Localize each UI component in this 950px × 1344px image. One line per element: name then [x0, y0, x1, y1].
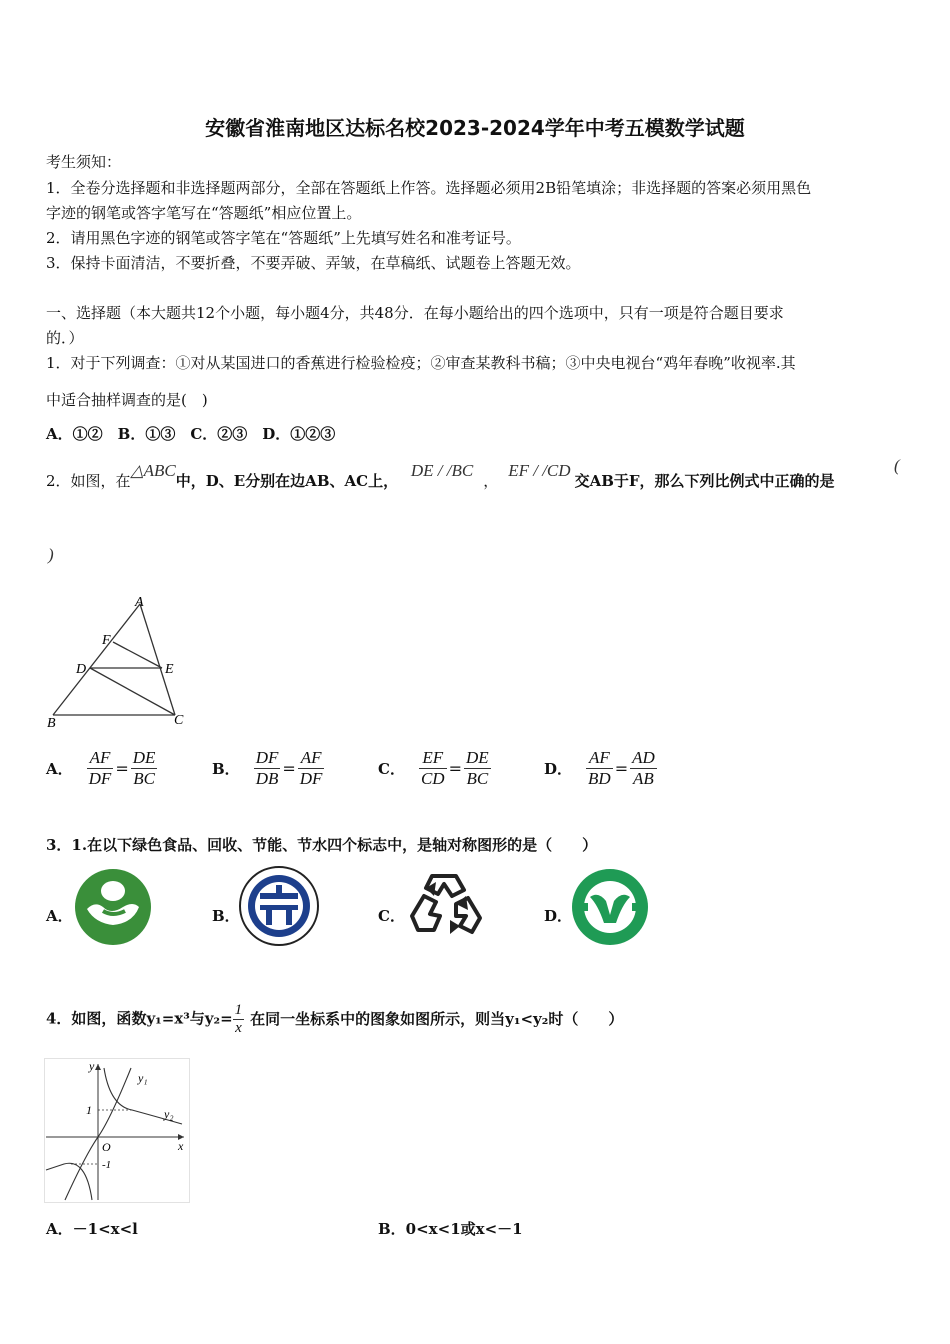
notice-heading: 考生须知： [46, 153, 122, 171]
fraction-1 [87, 748, 114, 789]
notice-line-2: 2．请用黑色字迹的钢笔或答字笔在“答题纸”上先填写姓名和准考证号。 [46, 229, 521, 247]
graph-y-label: y [89, 1059, 95, 1073]
numerator: DE [132, 748, 156, 767]
q3-label-a: A． [46, 907, 73, 925]
denominator: DB [255, 769, 279, 788]
numerator: AF [87, 748, 114, 769]
option-label: D． [544, 760, 573, 778]
q2-text-3: 交AB于F，那么下列比例式中正确的是 [574, 472, 835, 490]
fraction-1 [254, 748, 281, 789]
option-label: C． [378, 760, 405, 778]
graph-neg-one-label: -1 [102, 1159, 112, 1171]
equals-sign: = [282, 759, 296, 778]
water-saving-logo-icon[interactable] [570, 867, 650, 947]
option-label: B． [212, 760, 240, 778]
green-food-logo-icon[interactable] [73, 867, 153, 947]
q2-stem [46, 461, 835, 491]
denominator: x [235, 1020, 242, 1036]
q2-parallel-2: EF / /CD [508, 461, 571, 480]
q4-text-2: 在同一坐标系中的图象如图所示，则当y₁<y₂时（ ） [250, 1009, 624, 1028]
denominator: DF [299, 769, 323, 788]
option-label: A． [46, 760, 73, 778]
q2-triangle-figure [40, 592, 200, 734]
q4-stem [46, 1002, 623, 1037]
q2-option-a[interactable] [46, 748, 157, 789]
q2-triangle-math: △ABC [130, 461, 176, 480]
denominator: BC [133, 769, 155, 788]
energy-saving-logo-icon[interactable] [238, 865, 320, 947]
q2-text-2: 中，D、E分别在边AB、AC上， [175, 472, 399, 490]
q3-label-c: C． [378, 907, 405, 925]
graph-y2-label: y₂ [164, 1107, 174, 1121]
graph-y1-label: y₁ [138, 1071, 148, 1085]
fraction-2 [464, 748, 491, 789]
fig-label-b: B [47, 716, 56, 731]
q4-fraction [233, 1002, 245, 1037]
q4-graph [44, 1058, 190, 1203]
q2-parallel-1: DE / /BC [410, 461, 474, 480]
denominator: AB [633, 769, 654, 788]
q1-options: A．①② B．①③ C．②③ D．①②③ [46, 425, 336, 443]
q2-open-paren: ( [894, 456, 900, 475]
q1-text-a: 1．对于下列调查：①对从某国进口的香蕉进行检验检疫；②审查某教科书稿；③中央电视台“鸡年春晚”收视率.其 [46, 354, 796, 372]
page-title: 安徽省淮南地区达标名校2023-2024学年中考五模数学试题 [205, 116, 745, 140]
fraction-2 [131, 748, 158, 789]
q3-label-d: D． [544, 907, 573, 925]
section-heading-a: 一、选择题（本大题共12个小题，每小题4分，共48分．在每小题给出的四个选项中，只有一项是符合题目要求 [46, 304, 784, 322]
numerator: EF [419, 748, 447, 769]
notice-line-1a: 1．全卷分选择题和非选择题两部分，全部在答题纸上作答。选择题必须用2B铅笔填涂；非选择题的答案必须用黑色 [46, 179, 812, 197]
fig-label-d: D [76, 662, 87, 677]
q4-option-a[interactable]: A．－1<x<l [46, 1220, 138, 1238]
q2-option-b[interactable] [212, 748, 324, 789]
graph-origin-label: O [102, 1140, 111, 1154]
q3-text: 3．1.在以下绿色食品、回收、节能、节水四个标志中，是轴对称图形的是（ ） [46, 836, 598, 854]
section-heading-b: 的．） [46, 329, 84, 347]
numerator: DE [465, 748, 489, 767]
q1-text-b: 中适合抽样调查的是( ) [46, 391, 208, 409]
equals-sign: = [614, 759, 629, 778]
numerator: AD [632, 748, 655, 767]
q2-comma: ， [483, 472, 499, 490]
fig-label-c: C [174, 713, 184, 728]
q2-close-paren: ) [48, 545, 54, 564]
equals-sign: = [448, 759, 462, 778]
denominator: DF [88, 769, 112, 788]
denominator: BD [588, 769, 611, 788]
fraction-2 [298, 748, 325, 789]
q3-label-b: B． [212, 907, 240, 925]
fraction-1 [419, 748, 447, 789]
recycle-logo-icon[interactable] [404, 868, 486, 946]
q4-text-1: 4．如图，函数y₁=x³与y₂= [46, 1009, 233, 1028]
q2-option-c[interactable] [378, 748, 491, 789]
fraction-2 [630, 748, 657, 789]
equals-sign: = [115, 759, 129, 778]
numerator: AF [586, 748, 613, 769]
graph-one-label: 1 [86, 1103, 92, 1117]
denominator: BC [466, 769, 489, 788]
notice-line-3: 3．保持卡面清洁，不要折叠，不要弄破、弄皱，在草稿纸、试题卷上答题无效。 [46, 254, 581, 272]
fig-label-f: F [102, 633, 111, 648]
q2-option-d[interactable] [544, 748, 657, 789]
numerator: DF [255, 748, 279, 767]
fig-label-a: A [135, 595, 144, 610]
q4-option-b[interactable]: B．0<x<1或x<－1 [378, 1220, 523, 1238]
numerator: AF [298, 748, 325, 769]
notice-line-1b: 字迹的钢笔或答字笔写在“答题纸”相应位置上。 [46, 204, 362, 222]
fig-label-e: E [165, 662, 174, 677]
graph-x-label: x [178, 1139, 184, 1153]
fraction-1 [586, 748, 613, 789]
denominator: CD [420, 769, 445, 788]
q2-text-1: 2．如图，在 [46, 472, 131, 490]
numerator: 1 [234, 1002, 243, 1018]
